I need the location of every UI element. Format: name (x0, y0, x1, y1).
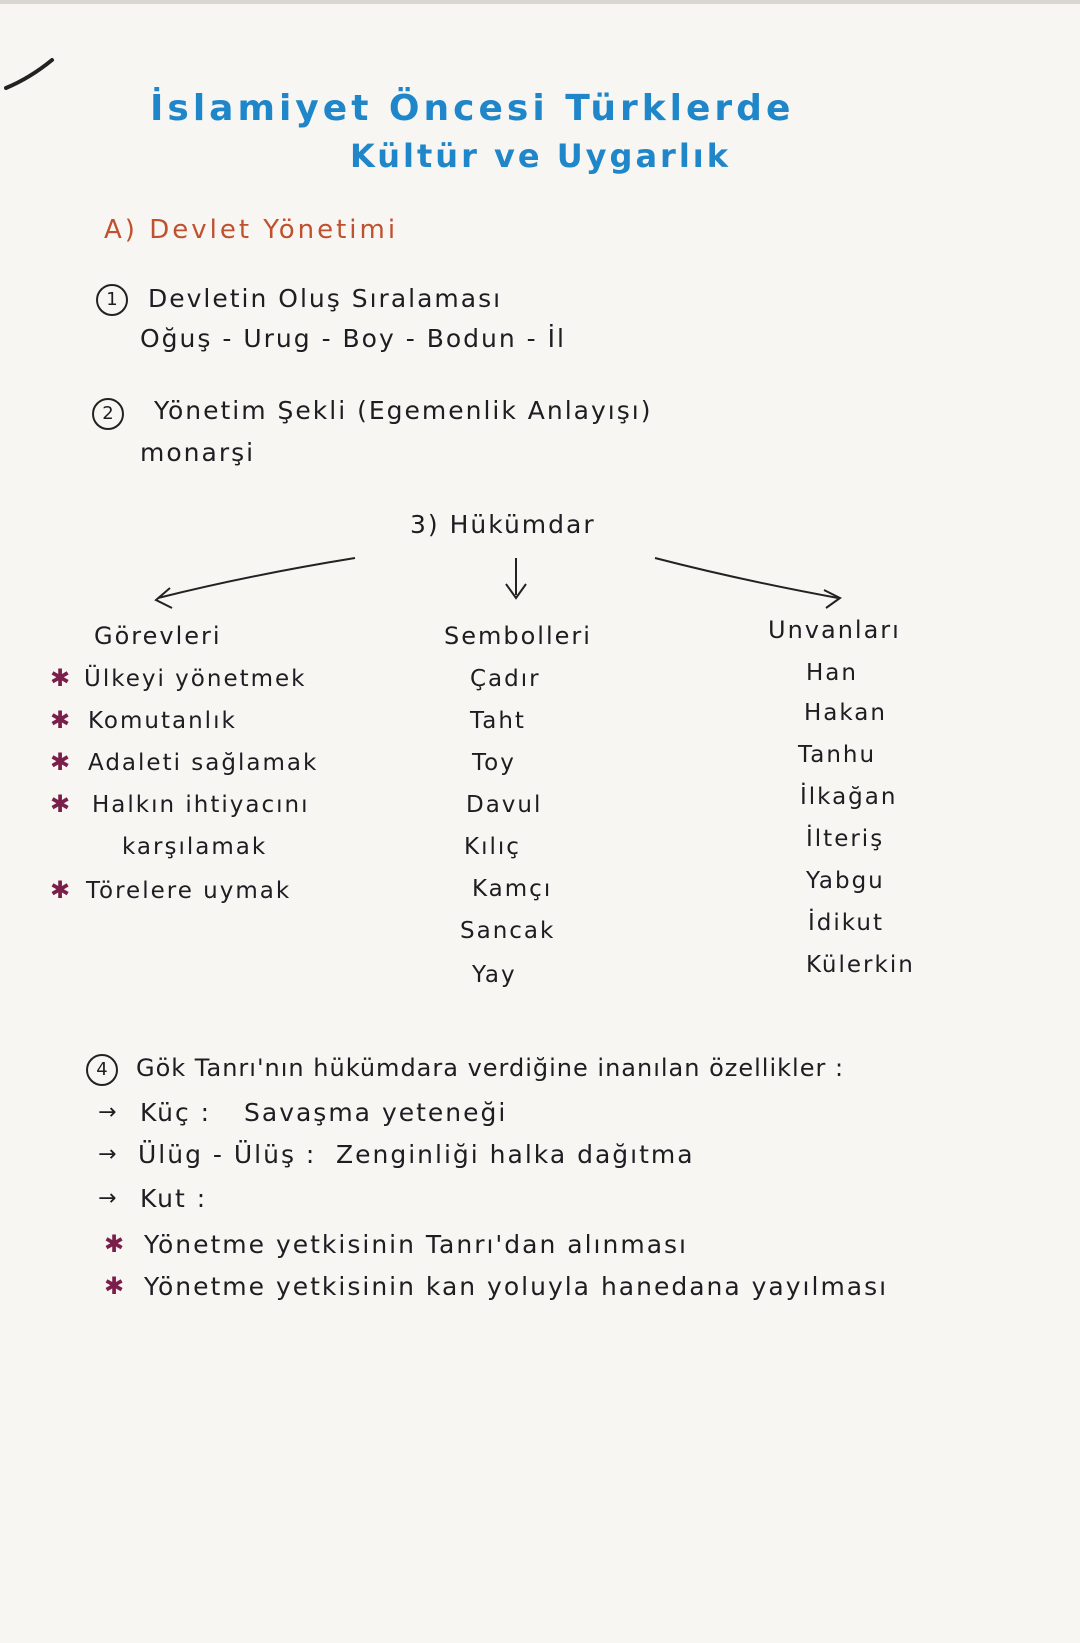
trait-term: Küç : (140, 1098, 212, 1127)
kut-point: Yönetme yetkisinin Tanrı'dan alınması (144, 1230, 688, 1259)
bullet-star-icon: ✱ (50, 664, 71, 692)
section-heading: A) Devlet Yönetimi (104, 215, 399, 245)
title-item: Han (806, 660, 858, 686)
item-2-number: 2 (92, 398, 124, 430)
duty-item: Törelere uymak (86, 878, 292, 904)
bullet-star-icon: ✱ (104, 1272, 125, 1300)
symbol-item: Taht (470, 708, 526, 734)
bullet-star-icon: ✱ (104, 1230, 125, 1258)
symbol-item: Çadır (470, 666, 541, 692)
bullet-star-icon: ✱ (50, 748, 71, 776)
item-1-sequence: Oğuş - Urug - Boy - Bodun - İl (140, 324, 566, 353)
symbol-item: Kamçı (472, 876, 553, 902)
page-subtitle: Kültür ve Uygarlık (350, 137, 732, 175)
arrow-right (655, 558, 838, 598)
item-4-number: 4 (86, 1054, 118, 1086)
symbol-item: Sancak (460, 918, 556, 944)
duties-header: Görevleri (94, 622, 222, 650)
trait-term: Kut : (140, 1184, 208, 1213)
symbol-item: Davul (466, 792, 543, 818)
item-2-value: monarşi (140, 438, 256, 467)
item-4-heading: Gök Tanrı'nın hükümdara verdiğine inanılan özellikler : (136, 1054, 845, 1082)
trait-desc: Savaşma yeteneği (244, 1098, 508, 1127)
bullet-star-icon: ✱ (50, 790, 71, 818)
arrow-right-icon: → (98, 1142, 117, 1167)
arrow-left (158, 558, 355, 598)
item-3-heading: 3) Hükümdar (410, 510, 596, 539)
symbol-item: Yay (472, 962, 517, 988)
duty-item-continued: karşılamak (122, 834, 268, 860)
title-item: Yabgu (806, 868, 885, 894)
trait-desc: Zenginliği halka dağıtma (336, 1140, 695, 1169)
item-2-heading: Yönetim Şekli (Egemenlik Anlayışı) (154, 396, 653, 425)
duty-item: Ülkeyi yönetmek (84, 666, 307, 692)
title-item: Tanhu (798, 742, 877, 768)
title-item: İlteriş (806, 826, 885, 852)
bullet-star-icon: ✱ (50, 876, 71, 904)
duty-item: Komutanlık (88, 708, 237, 734)
symbol-item: Kılıç (464, 834, 521, 860)
arrow-right-icon: → (98, 1186, 117, 1211)
title-item: İdikut (808, 910, 884, 936)
bullet-star-icon: ✱ (50, 706, 71, 734)
titles-header: Unvanları (768, 616, 901, 644)
arrow-right-icon: → (98, 1100, 117, 1125)
title-item: Hakan (804, 700, 887, 726)
title-item: Külerkin (806, 952, 915, 978)
title-item: İlkağan (800, 784, 898, 810)
symbols-header: Sembolleri (444, 622, 592, 650)
duty-item: Halkın ihtiyacını (92, 792, 310, 818)
duty-item: Adaleti sağlamak (88, 750, 319, 776)
hierarchy-arrows (0, 0, 1080, 640)
page-title: İslamiyet Öncesi Türklerde (150, 88, 795, 129)
item-1-number: 1 (96, 284, 128, 316)
trait-term: Ülüg - Ülüş : (138, 1140, 317, 1169)
symbol-item: Toy (472, 750, 516, 776)
item-1-heading: Devletin Oluş Sıralaması (148, 284, 503, 313)
kut-point: Yönetme yetkisinin kan yoluyla hanedana yayılması (144, 1272, 889, 1301)
